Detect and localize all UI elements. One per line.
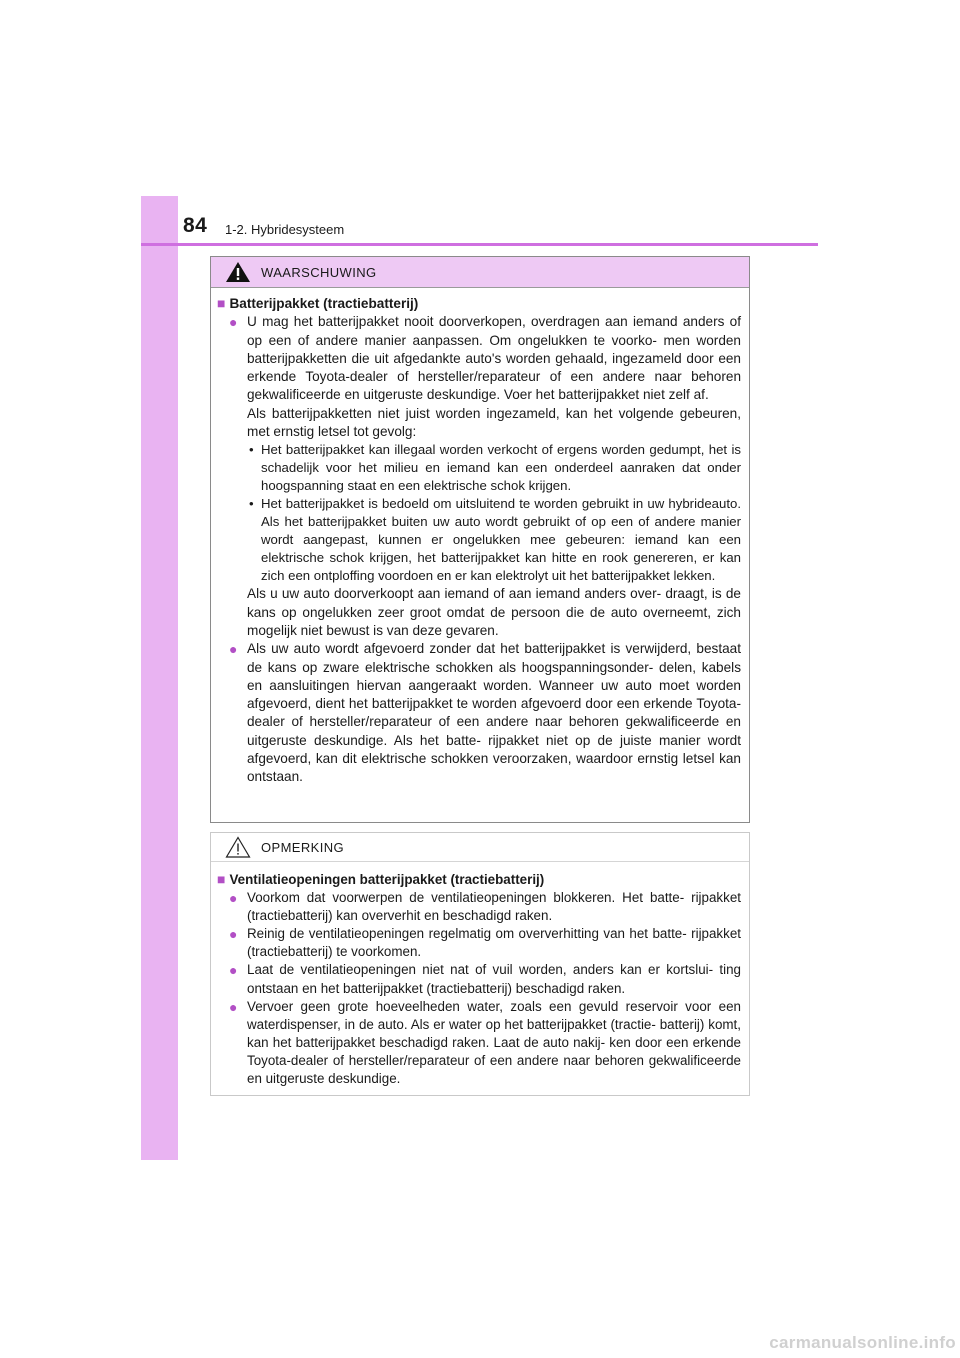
note-bullet [217, 998, 741, 1088]
note-bullet-text: Reinig de ventilatieopeningen regelmatig om oververhitting van het batte- rijpakket (tractiebatterij) te voorkomen. [247, 926, 741, 960]
chapter-side-tab [141, 196, 178, 1160]
warning-sub-item-2-text: Het batterijpakket is bedoeld om uitsluitend te worden gebruikt in uw hybrideauto. Als het batterijpakket buiten uw auto wordt gebruikt of op een of andere manier wordt aangepast, kunnen er ongelukken mee gebeuren: iemand kan een elektrische schok krijgen, het batterijpakket kan hitte en rook genereren, er kan zich een ontploffing voordoen en er kan elektrolyt uit het batterijpakket lekken. [261, 496, 741, 584]
note-bullet [217, 925, 741, 961]
square-bullet-icon: ■ [217, 295, 226, 311]
bullet-icon: ● [229, 641, 238, 658]
dot-bullet-icon: • [249, 442, 254, 458]
note-bullet [217, 961, 741, 997]
page-number: 84 [183, 214, 208, 237]
note-bullet-text: Voorkom dat voorwerpen de ventilatieopeningen blokkeren. Het batte- rijpakket (tractiebatterij) kan oververhit en beschadigd raken. [247, 890, 741, 924]
warning-heading [217, 294, 741, 313]
note-bullet-text: Vervoer geen grote hoeveelheden water, zoals een gevuld reservoir voor een waterdispenser, in de auto. Als er water op het batterijpakket (tractie- batterij) komt, kan het batterijpakket beschadigd raken. Laat de auto nakij- ken door een erkende Toyota-dealer of hersteller/reparateur of een andere naar behoren gekwalificeerde en uitgeruste deskundige. [247, 998, 741, 1087]
warning-bullet-2-text: Als uw auto wordt afgevoerd zonder dat het batterijpakket is verwijderd, bestaat de kans op zware elektrische schokken als hoogspanningsonder- delen, kabels en aansluitingen hiervan aangeraakt worden. Wanneer uw auto moet worden afgevoerd, dient het batterijpakket te worden afgevoerd door een erkende Toyota-dealer of hersteller/reparateur of een andere naar behoren gekwalificeerde en uitgeruste deskundige. Als het batte- rijpakket niet op de juiste manier wordt afgevoerd, kan dit elektrische schokken veroorzaken, waardoor ernstig letsel kan ontstaan. [247, 641, 741, 785]
warning-bullet-1 [217, 313, 741, 404]
warning-header [211, 257, 749, 288]
warning-sub-item-1-text: Het batterijpakket kan illegaal worden verkocht of ergens worden gedumpt, het is schadelijk voor het milieu en iemand kan een onderdeel aanraken dat onder hoogspanning staat en een elektrische schok krijgen. [261, 442, 741, 494]
bullet-icon: ● [229, 890, 238, 907]
warning-bullet-2 [217, 640, 741, 786]
bullet-icon: ● [229, 314, 238, 331]
bullet-icon: ● [229, 998, 238, 1015]
warning-body [211, 288, 749, 787]
note-bullet-text: Laat de ventilatieopeningen niet nat of vuil worden, anders kan er kortslui- ting ontstaan en het batterijpakket (tractiebatterij) beschadigd raken. [247, 962, 741, 996]
caution-outline-icon [225, 836, 251, 858]
note-body [211, 862, 749, 1088]
warning-sub-item-1 [217, 441, 741, 495]
note-heading-text: Ventilatieopeningen batterijpakket (tractiebatterij) [229, 872, 545, 887]
warning-box [210, 256, 750, 823]
note-heading [217, 870, 741, 889]
bullet-icon: ● [229, 962, 238, 979]
note-header [211, 833, 749, 862]
note-label: OPMERKING [261, 839, 345, 855]
warning-paragraph-2: Als u uw auto doorverkoopt aan iemand of aan iemand anders over- draagt, is de kans op ongelukken zeer groot omdat de persoon die de auto overneemt, zich mogelijk niet bewust is van deze gevaren. [247, 586, 741, 638]
site-watermark: carmanualsonline.info [769, 1333, 956, 1352]
header-rule [141, 243, 818, 246]
bullet-icon: ● [229, 926, 238, 943]
warning-label: WAARSCHUWING [261, 264, 377, 280]
warning-bullet-1-text: U mag het batterijpakket nooit doorverkopen, overdragen aan iemand anders of op een of andere manier aanpassen. Om ongelukken te voorko- men worden batterijpakketten die uit afgedankte auto's worden gehaald, ingezameld door een erkende Toyota-dealer of hersteller/reparateur of een andere naar behoren gekwalificeerde en uitgeruste deskundige. Voer het batterijpakket niet zelf af. [247, 314, 741, 403]
warning-paragraph-1: Als batterijpakketten niet juist worden ingezameld, kan het volgende gebeuren, met ernstig letsel tot gevolg: [247, 405, 741, 440]
section-title: 1-2. Hybridesysteem [225, 222, 345, 237]
warning-sub-item-2 [217, 495, 741, 585]
warning-heading-text: Batterijpakket (tractiebatterij) [229, 296, 419, 311]
note-bullet [217, 889, 741, 925]
note-box [210, 832, 750, 1096]
dot-bullet-icon: • [249, 496, 254, 512]
square-bullet-icon: ■ [217, 871, 226, 887]
warning-triangle-icon [225, 261, 251, 283]
